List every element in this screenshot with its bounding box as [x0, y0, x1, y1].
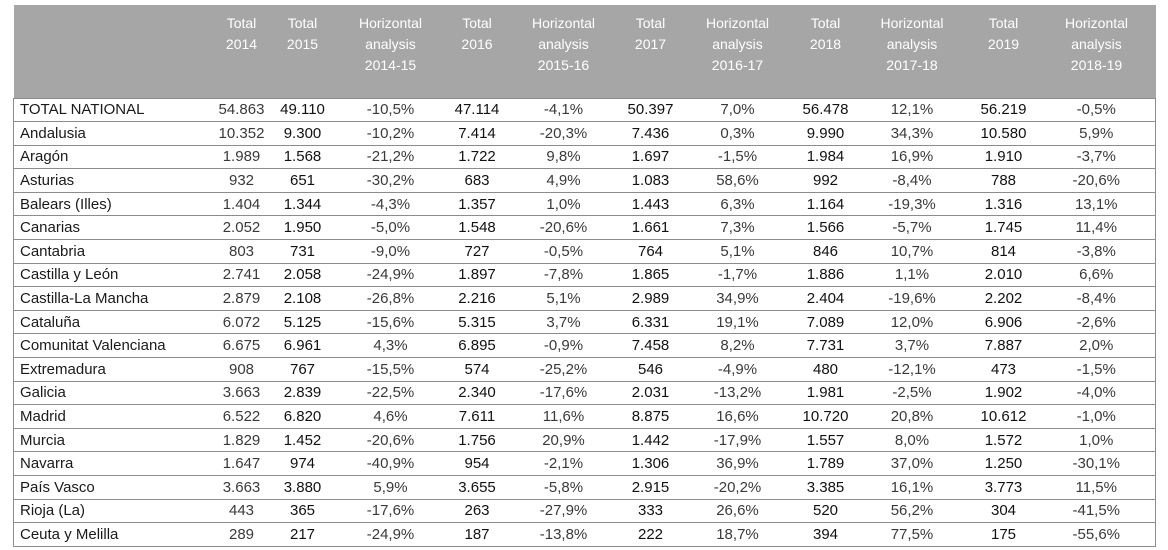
total-cell: 3,7% — [855, 334, 970, 358]
total-cell: 908 — [210, 358, 274, 382]
horizontal-analysis-cell: 1.984 — [797, 145, 855, 169]
horizontal-analysis-cell: 365 — [274, 499, 332, 523]
horizontal-analysis-cell: 1.902 — [970, 381, 1038, 405]
horizontal-analysis-cell: 47.114 — [450, 98, 505, 122]
region-name-cell: Murcia — [14, 428, 210, 452]
horizontal-analysis-cell: 1.083 — [623, 169, 679, 193]
total-cell: -4,9% — [679, 358, 797, 382]
total-cell: 1,0% — [1038, 428, 1156, 452]
table-row — [14, 287, 1156, 311]
horizontal-analysis-cell: 304 — [970, 499, 1038, 523]
total-cell: 4,6% — [332, 405, 450, 429]
table-row — [14, 334, 1156, 358]
horizontal-analysis-cell: 2.031 — [623, 381, 679, 405]
horizontal-analysis-cell: 2.915 — [623, 476, 679, 500]
horizontal-analysis-cell: 6.820 — [274, 405, 332, 429]
horizontal-analysis-cell: 56.478 — [797, 98, 855, 122]
horizontal-analysis-cell: 2.108 — [274, 287, 332, 311]
total-cell: -13,8% — [505, 523, 623, 547]
region-name-cell: Andalusia — [14, 122, 210, 146]
total-cell: 1.647 — [210, 452, 274, 476]
total-cell: -41,5% — [1038, 499, 1156, 523]
total-national-row — [14, 98, 1156, 122]
table-row — [14, 358, 1156, 382]
horizontal-analysis-cell: 5.315 — [450, 310, 505, 334]
horizontal-analysis-cell: 3.385 — [797, 476, 855, 500]
total-cell: 3,7% — [505, 310, 623, 334]
table-row — [14, 310, 1156, 334]
table-row — [14, 452, 1156, 476]
horizontal-analysis-cell: 2.340 — [450, 381, 505, 405]
total-cell: -20,3% — [505, 122, 623, 146]
total-cell: -1,7% — [679, 263, 797, 287]
total-cell: -17,9% — [679, 428, 797, 452]
horizontal-analysis-cell: 1.557 — [797, 428, 855, 452]
total-cell: -20,6% — [1038, 169, 1156, 193]
region-name-cell: Madrid — [14, 405, 210, 429]
horizontal-analysis-cell: 2.839 — [274, 381, 332, 405]
total-cell: 2.741 — [210, 263, 274, 287]
total-cell: -4,3% — [332, 192, 450, 216]
horizontal-analysis-cell: 56.219 — [970, 98, 1038, 122]
total-cell: -40,9% — [332, 452, 450, 476]
column-header: Total 2017 — [623, 5, 679, 98]
table-row — [14, 240, 1156, 264]
total-cell: -21,2% — [332, 145, 450, 169]
column-header: Total 2014 — [210, 5, 274, 98]
horizontal-analysis-cell: 2.216 — [450, 287, 505, 311]
horizontal-analysis-cell: 1.306 — [623, 452, 679, 476]
total-cell: -5,7% — [855, 216, 970, 240]
total-cell: 34,9% — [679, 287, 797, 311]
column-header: Total 2019 — [970, 5, 1038, 98]
horizontal-analysis-cell: 954 — [450, 452, 505, 476]
region-name-cell: Galicia — [14, 381, 210, 405]
total-cell: 58,6% — [679, 169, 797, 193]
total-cell: 11,6% — [505, 405, 623, 429]
total-cell: -5,0% — [332, 216, 450, 240]
column-header: Horizontal analysis 2017-18 — [855, 5, 970, 98]
total-cell: 803 — [210, 240, 274, 264]
table-body — [14, 98, 1156, 546]
horizontal-analysis-cell: 1.452 — [274, 428, 332, 452]
table-row — [14, 145, 1156, 169]
total-cell: 20,8% — [855, 405, 970, 429]
horizontal-analysis-cell: 1.164 — [797, 192, 855, 216]
horizontal-analysis-cell: 974 — [274, 452, 332, 476]
region-name-cell: Cantabria — [14, 240, 210, 264]
table-row — [14, 263, 1156, 287]
total-cell: 8,2% — [679, 334, 797, 358]
horizontal-analysis-cell: 574 — [450, 358, 505, 382]
total-cell: 54.863 — [210, 98, 274, 122]
total-cell: -24,9% — [332, 263, 450, 287]
total-cell: 10,7% — [855, 240, 970, 264]
horizontal-analysis-cell: 2.058 — [274, 263, 332, 287]
total-cell: 13,1% — [1038, 192, 1156, 216]
horizontal-analysis-cell: 1.789 — [797, 452, 855, 476]
total-cell: 16,9% — [855, 145, 970, 169]
horizontal-analysis-cell: 473 — [970, 358, 1038, 382]
region-name-cell: TOTAL NATIONAL — [14, 98, 210, 122]
horizontal-analysis-cell: 2.010 — [970, 263, 1038, 287]
horizontal-analysis-cell: 175 — [970, 523, 1038, 547]
total-cell: -22,5% — [332, 381, 450, 405]
total-cell: 1.989 — [210, 145, 274, 169]
column-header: Horizontal analysis 2014-15 — [332, 5, 450, 98]
horizontal-analysis-cell: 6.895 — [450, 334, 505, 358]
total-cell: -30,1% — [1038, 452, 1156, 476]
horizontal-analysis-cell: 814 — [970, 240, 1038, 264]
total-cell: 2.879 — [210, 287, 274, 311]
total-cell: 289 — [210, 523, 274, 547]
total-cell: 18,7% — [679, 523, 797, 547]
horizontal-analysis-cell: 1.316 — [970, 192, 1038, 216]
horizontal-analysis-cell: 1.250 — [970, 452, 1038, 476]
total-cell: -13,2% — [679, 381, 797, 405]
total-cell: 11,4% — [1038, 216, 1156, 240]
horizontal-analysis-cell: 1.357 — [450, 192, 505, 216]
region-name-cell: Navarra — [14, 452, 210, 476]
horizontal-analysis-cell: 3.880 — [274, 476, 332, 500]
horizontal-analysis-cell: 764 — [623, 240, 679, 264]
total-cell: 11,5% — [1038, 476, 1156, 500]
horizontal-analysis-cell: 1.566 — [797, 216, 855, 240]
total-cell: 5,1% — [679, 240, 797, 264]
horizontal-analysis-cell: 8.875 — [623, 405, 679, 429]
region-name-cell: Balears (Illes) — [14, 192, 210, 216]
total-cell: -1,5% — [679, 145, 797, 169]
horizontal-analysis-cell: 788 — [970, 169, 1038, 193]
horizontal-analysis-cell: 1.722 — [450, 145, 505, 169]
column-header: Total 2016 — [450, 5, 505, 98]
table-row — [14, 381, 1156, 405]
table-row — [14, 523, 1156, 547]
horizontal-analysis-cell: 7.414 — [450, 122, 505, 146]
region-name-cell: Asturias — [14, 169, 210, 193]
horizontal-analysis-cell: 1.745 — [970, 216, 1038, 240]
total-cell: -30,2% — [332, 169, 450, 193]
total-cell: 1,0% — [505, 192, 623, 216]
total-cell: 77,5% — [855, 523, 970, 547]
column-header: Horizontal analysis 2018-19 — [1038, 5, 1156, 98]
horizontal-analysis-cell: 7.089 — [797, 310, 855, 334]
total-cell: 12,1% — [855, 98, 970, 122]
total-cell: -8,4% — [1038, 287, 1156, 311]
total-cell: 5,9% — [332, 476, 450, 500]
region-name-cell: Canarias — [14, 216, 210, 240]
total-cell: -1,5% — [1038, 358, 1156, 382]
table-row — [14, 122, 1156, 146]
horizontal-analysis-cell: 651 — [274, 169, 332, 193]
total-cell: -24,9% — [332, 523, 450, 547]
column-header: Total 2015 — [274, 5, 332, 98]
total-cell: -19,3% — [855, 192, 970, 216]
total-cell: 6.522 — [210, 405, 274, 429]
total-cell: 10.352 — [210, 122, 274, 146]
region-name-cell: Castilla-La Mancha — [14, 287, 210, 311]
total-cell: -8,4% — [855, 169, 970, 193]
total-cell: 3.663 — [210, 381, 274, 405]
total-cell: -55,6% — [1038, 523, 1156, 547]
total-cell: -20,6% — [332, 428, 450, 452]
total-cell: 2.052 — [210, 216, 274, 240]
horizontal-analysis-cell: 6.961 — [274, 334, 332, 358]
horizontal-analysis-cell: 10.720 — [797, 405, 855, 429]
horizontal-analysis-cell: 480 — [797, 358, 855, 382]
horizontal-analysis-cell: 3.655 — [450, 476, 505, 500]
total-cell: 34,3% — [855, 122, 970, 146]
total-cell: 7,3% — [679, 216, 797, 240]
region-name-cell: Comunitat Valenciana — [14, 334, 210, 358]
horizontal-analysis-cell: 50.397 — [623, 98, 679, 122]
total-cell: 2,0% — [1038, 334, 1156, 358]
total-cell: 5,9% — [1038, 122, 1156, 146]
total-cell: -0,5% — [505, 240, 623, 264]
total-cell: 20,9% — [505, 428, 623, 452]
total-cell: 16,1% — [855, 476, 970, 500]
horizontal-analysis-cell: 992 — [797, 169, 855, 193]
horizontal-analysis-cell: 7.887 — [970, 334, 1038, 358]
horizontal-analysis-cell: 1.886 — [797, 263, 855, 287]
horizontal-analysis-cell: 222 — [623, 523, 679, 547]
total-cell: 0,3% — [679, 122, 797, 146]
horizontal-analysis-cell: 7.611 — [450, 405, 505, 429]
total-cell: -19,6% — [855, 287, 970, 311]
horizontal-analysis-cell: 846 — [797, 240, 855, 264]
total-cell: -3,8% — [1038, 240, 1156, 264]
horizontal-analysis-cell: 49.110 — [274, 98, 332, 122]
total-cell: 12,0% — [855, 310, 970, 334]
horizontal-analysis-cell: 7.458 — [623, 334, 679, 358]
horizontal-analysis-cell: 1.897 — [450, 263, 505, 287]
total-cell: 4,9% — [505, 169, 623, 193]
horizontal-analysis-cell: 2.989 — [623, 287, 679, 311]
total-cell: -0,9% — [505, 334, 623, 358]
horizontal-analysis-cell: 1.442 — [623, 428, 679, 452]
total-cell: -25,2% — [505, 358, 623, 382]
horizontal-analysis-cell: 1.572 — [970, 428, 1038, 452]
region-name-cell: Rioja (La) — [14, 499, 210, 523]
horizontal-analysis-cell: 520 — [797, 499, 855, 523]
total-cell: -7,8% — [505, 263, 623, 287]
total-cell: 443 — [210, 499, 274, 523]
horizontal-analysis-cell: 6.906 — [970, 310, 1038, 334]
total-cell: 6.675 — [210, 334, 274, 358]
header-row — [14, 5, 1156, 98]
total-cell: 6,3% — [679, 192, 797, 216]
column-header: Total 2018 — [797, 5, 855, 98]
total-cell: 16,6% — [679, 405, 797, 429]
table-row — [14, 169, 1156, 193]
total-cell: -3,7% — [1038, 145, 1156, 169]
total-cell: -9,0% — [332, 240, 450, 264]
table-row — [14, 499, 1156, 523]
horizontal-analysis-cell: 1.568 — [274, 145, 332, 169]
total-cell: -17,6% — [332, 499, 450, 523]
table-container — [13, 5, 1155, 547]
total-cell: -2,6% — [1038, 310, 1156, 334]
column-header: Horizontal analysis 2015-16 — [505, 5, 623, 98]
horizontal-analysis-cell: 217 — [274, 523, 332, 547]
total-cell: 19,1% — [679, 310, 797, 334]
horizontal-analysis-cell: 1.661 — [623, 216, 679, 240]
horizontal-analysis-cell: 187 — [450, 523, 505, 547]
horizontal-analysis-cell: 767 — [274, 358, 332, 382]
horizontal-analysis-cell: 3.773 — [970, 476, 1038, 500]
total-cell: -5,8% — [505, 476, 623, 500]
region-name-cell: País Vasco — [14, 476, 210, 500]
total-cell: -4,0% — [1038, 381, 1156, 405]
horizontal-analysis-cell: 2.202 — [970, 287, 1038, 311]
total-cell: -20,2% — [679, 476, 797, 500]
total-cell: 36,9% — [679, 452, 797, 476]
total-cell: -12,1% — [855, 358, 970, 382]
header-region — [14, 5, 210, 98]
regional-totals-table — [13, 5, 1156, 547]
table-row — [14, 216, 1156, 240]
horizontal-analysis-cell: 727 — [450, 240, 505, 264]
total-cell: -20,6% — [505, 216, 623, 240]
horizontal-analysis-cell: 731 — [274, 240, 332, 264]
horizontal-analysis-cell: 546 — [623, 358, 679, 382]
total-cell: -27,9% — [505, 499, 623, 523]
total-cell: 1.404 — [210, 192, 274, 216]
total-cell: -2,5% — [855, 381, 970, 405]
total-cell: -1,0% — [1038, 405, 1156, 429]
horizontal-analysis-cell: 1.950 — [274, 216, 332, 240]
table-row — [14, 192, 1156, 216]
total-cell: -26,8% — [332, 287, 450, 311]
total-cell: -4,1% — [505, 98, 623, 122]
total-cell: 1.829 — [210, 428, 274, 452]
horizontal-analysis-cell: 1.548 — [450, 216, 505, 240]
horizontal-analysis-cell: 9.300 — [274, 122, 332, 146]
total-cell: -2,1% — [505, 452, 623, 476]
horizontal-analysis-cell: 7.436 — [623, 122, 679, 146]
horizontal-analysis-cell: 9.990 — [797, 122, 855, 146]
horizontal-analysis-cell: 1.981 — [797, 381, 855, 405]
horizontal-analysis-cell: 1.756 — [450, 428, 505, 452]
horizontal-analysis-cell: 5.125 — [274, 310, 332, 334]
table-row — [14, 405, 1156, 429]
total-cell: 7,0% — [679, 98, 797, 122]
total-cell: -0,5% — [1038, 98, 1156, 122]
total-cell: -15,6% — [332, 310, 450, 334]
total-cell: 9,8% — [505, 145, 623, 169]
column-header: Horizontal analysis 2016-17 — [679, 5, 797, 98]
total-cell: -17,6% — [505, 381, 623, 405]
total-cell: -10,2% — [332, 122, 450, 146]
horizontal-analysis-cell: 10.580 — [970, 122, 1038, 146]
total-cell: 1,1% — [855, 263, 970, 287]
horizontal-analysis-cell: 1.697 — [623, 145, 679, 169]
horizontal-analysis-cell: 10.612 — [970, 405, 1038, 429]
total-cell: 6,6% — [1038, 263, 1156, 287]
horizontal-analysis-cell: 2.404 — [797, 287, 855, 311]
total-cell: -10,5% — [332, 98, 450, 122]
horizontal-analysis-cell: 683 — [450, 169, 505, 193]
table-row — [14, 428, 1156, 452]
region-name-cell: Castilla y León — [14, 263, 210, 287]
horizontal-analysis-cell: 1.910 — [970, 145, 1038, 169]
total-cell: 3.663 — [210, 476, 274, 500]
horizontal-analysis-cell: 1.443 — [623, 192, 679, 216]
region-name-cell: Ceuta y Melilla — [14, 523, 210, 547]
table-row — [14, 476, 1156, 500]
region-name-cell: Extremadura — [14, 358, 210, 382]
total-cell: -15,5% — [332, 358, 450, 382]
horizontal-analysis-cell: 394 — [797, 523, 855, 547]
total-cell: 8,0% — [855, 428, 970, 452]
region-name-cell: Aragón — [14, 145, 210, 169]
total-cell: 5,1% — [505, 287, 623, 311]
horizontal-analysis-cell: 1.865 — [623, 263, 679, 287]
total-cell: 4,3% — [332, 334, 450, 358]
horizontal-analysis-cell: 263 — [450, 499, 505, 523]
total-cell: 932 — [210, 169, 274, 193]
horizontal-analysis-cell: 1.344 — [274, 192, 332, 216]
horizontal-analysis-cell: 6.331 — [623, 310, 679, 334]
total-cell: 56,2% — [855, 499, 970, 523]
horizontal-analysis-cell: 333 — [623, 499, 679, 523]
total-cell: 26,6% — [679, 499, 797, 523]
total-cell: 37,0% — [855, 452, 970, 476]
region-name-cell: Cataluña — [14, 310, 210, 334]
horizontal-analysis-cell: 7.731 — [797, 334, 855, 358]
total-cell: 6.072 — [210, 310, 274, 334]
